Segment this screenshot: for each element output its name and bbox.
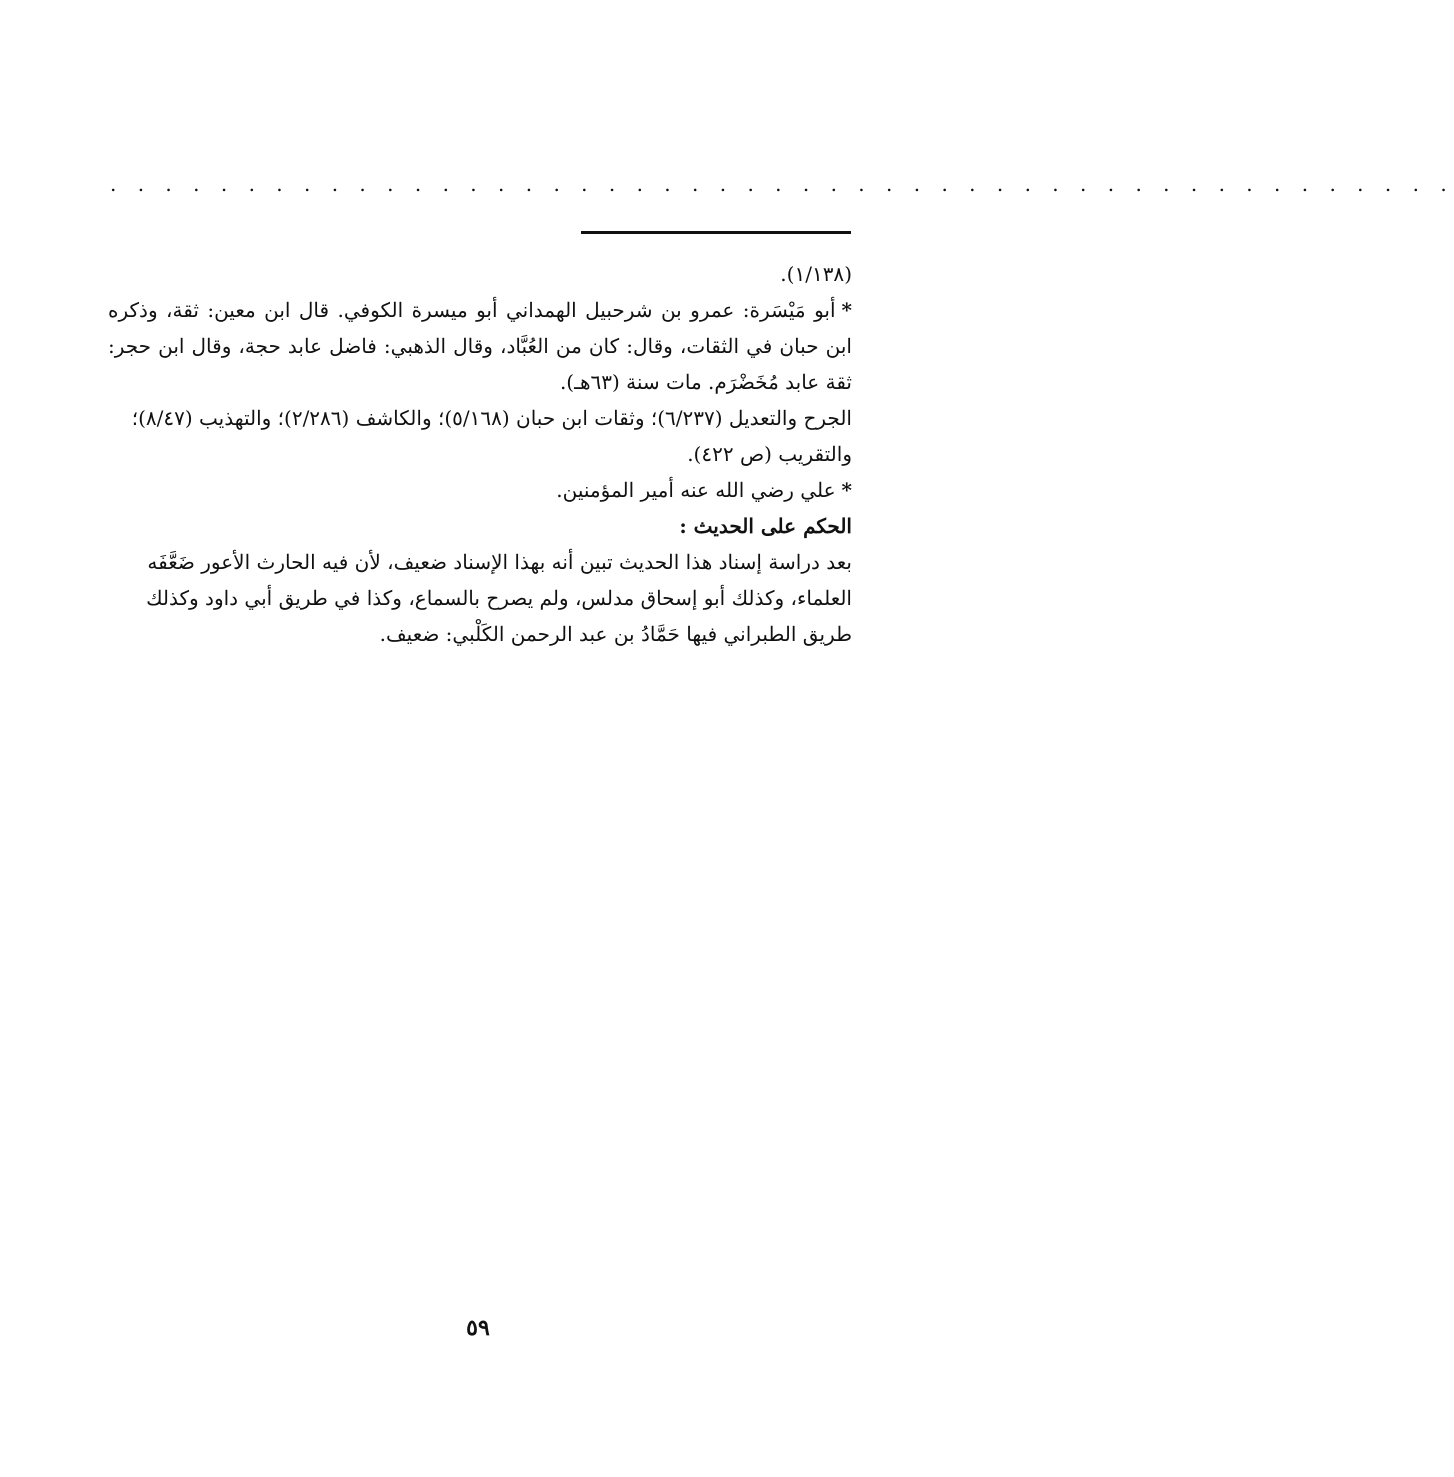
narrator-entry-abu-maysara	[108, 292, 852, 400]
ruling-heading: الحكم على الحديث :	[679, 514, 852, 538]
bullet-star-icon: *	[841, 298, 852, 322]
separator-dots: . . . . . . . . . . . . . . . . . . . . . . . . . . . . . . . . . . . . . . . . . . . . . . . . .	[110, 172, 1454, 196]
footnote-rule	[581, 231, 851, 234]
reference-continuation: (١/١٣٨).	[780, 262, 852, 286]
narrator-bio: علي رضي الله عنه أمير المؤمنين.	[556, 478, 836, 502]
narrator-entry-ali	[108, 472, 852, 508]
narrator-bio: أبو مَيْسَرة: عمرو بن شرحبيل الهمداني أبو ميسرة الكوفي. قال ابن معين: ثقة، وذكره ابن حبان في الثقات، وقال: كان من العُبَّاد، وقال الذهبي: فاضل عابد حجة، وقال ابن حجر: ثقة عابد مُخَضْرَم. مات سنة (٦٣هـ).	[108, 298, 852, 394]
page-number: ٥٩	[466, 1315, 490, 1341]
page-content	[108, 256, 852, 652]
bullet-star-icon: *	[841, 478, 852, 502]
narrator-sources: الجرح والتعديل (٦/٢٣٧)؛ وثقات ابن حبان (٥/١٦٨)؛ والكاشف (٢/٢٨٦)؛ والتهذيب (٨/٤٧)؛ والتقريب (ص ٤٢٢).	[131, 406, 852, 466]
ruling-body: بعد دراسة إسناد هذا الحديث تبين أنه بهذا الإسناد ضعيف، لأن فيه الحارث الأعور ضَعَّفَه العلماء، وكذلك أبو إسحاق مدلس، ولم يصرح بالسماع، وكذا في طريق أبي داود وكذلك طريق الطبراني فيها حَمَّادُ بن عبد الرحمن الكَلْبي: ضعيف.	[146, 550, 852, 646]
